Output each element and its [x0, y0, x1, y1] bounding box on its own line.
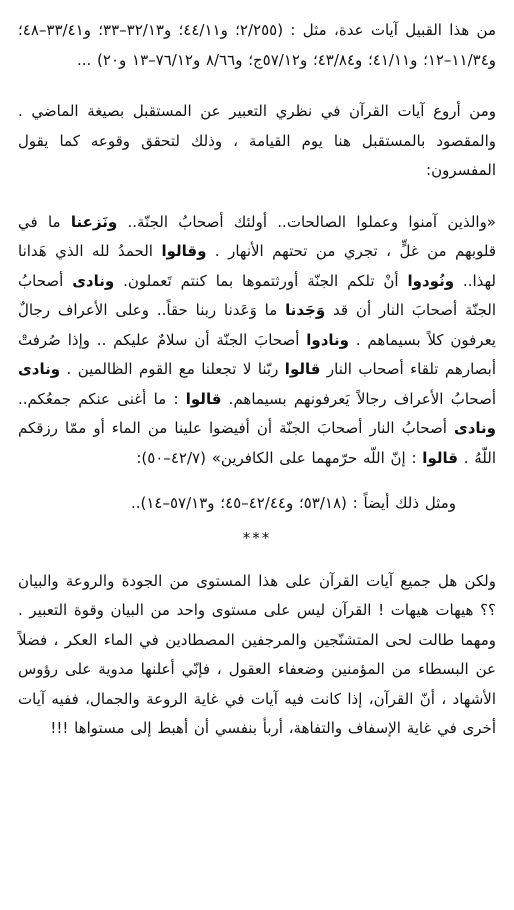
quote-bold-verb: ونادى [453, 419, 496, 437]
section-separator: *** [242, 528, 272, 547]
quote-text-segment: : ما أغنى عنكم جمعُكم.. [18, 389, 186, 408]
quote-bold-verb: وَجَدنا [285, 301, 326, 319]
quote-bold-verb: ونُودوا [407, 271, 455, 290]
quote-bold-verb: قالوا [185, 389, 222, 408]
quote-text-segment: الحمدُ لله الذي هَدانا لهذا.. [18, 242, 496, 290]
quote-text-segment: أصحابُ النار أصحابَ الجنّة أن أفيضوا علينا من الماء أو ممّا رزقكم اللّهُ . [18, 419, 496, 467]
paragraph-conclusion: ولكن هل جميع آيات القرآن على هذا المستوى من الجودة والروعة والبيان ؟؟ هيهات هيهات ! القرآن ليس على مستوى واحد من البيان وقوة التعبير . ومهما طالت لحى المتشنّجين والمرجفين المصطادين في الماء العكر ، فضلاً عن البسطاء من المؤمنين وضعفاء العقول ، فإنّي أعلنها مدوية على رؤوس الأشهاد ، أنّ القرآن، إذا كانت فيه آيات في غاية الروعة والجمال، ففيه آيات أخرى في غاية الإسفاف والتفاهة، أربأ بنفسي أن أهبط إلى مستواها !!! [18, 571, 496, 737]
quote-text-segment: : إنّ اللّه حرّمهما على الكافرين» (٤٢/٧–٥٠): [136, 448, 423, 467]
quote-bold-verb: ونادوا [306, 330, 349, 349]
quoted-verses [18, 208, 496, 474]
paragraph-future-in-past-tense: ومن أروع آيات القرآن في نظري التعبير عن المستقبل بصيغة الماضي . والمقصود بالمستقبل هنا يوم القيامة ، وذلك لتحقق وقوعه كما يقول المفسرون: [18, 102, 496, 179]
quote-text-segment: ما وَعَدنا ربنا حقاً.. وعلى الأعراف رجالٌ يعرفون كلاً بسيماهم . [18, 301, 496, 349]
quote-text-segment: أنْ تلكم الجنّة أورثتموها بما كنتم تَعملون. [114, 271, 408, 290]
quote-bold-verb: قالوا [422, 448, 458, 467]
quote-text-segment: «والذين آمنوا وعملوا الصالحات.. أولئك أصحابُ الجنّة.. [117, 212, 496, 231]
quote-text-segment: أصحابُ الجنّة أصحابَ النار أن قد [18, 271, 496, 319]
paragraph-more-references: ومثل ذلك أيضاً : (٥٣/١٨؛ و٤٢/٤٤–٤٥؛ و٥٧/١٣–١٤).. [130, 494, 456, 512]
quote-text-segment: أصحابَ الجنّة أن سلامٌ عليكم .. وإذا صُرفتْ أبصارهم تلقاء أصحاب النار [18, 330, 496, 378]
quote-bold-verb: ونَزعنا [70, 212, 118, 231]
quote-bold-verb: وقالوا [161, 242, 207, 260]
quote-text-segment: ربّنا لا تجعلنا مع القوم الظالمين . [60, 360, 285, 378]
paragraph-verse-references: من هذا القبيل آيات عدة، مثل : (٢/٢٥٥؛ و٤٤/١١؛ و٣٢/١٣–٣٣؛ و٣٣/٤١–٤٨؛ و١١/٣٤–١٢؛ و٤١/١١؛ و٤٣/٨٤؛ و٥٧/١٢ج؛ و٨/٦٦ و٧٦/١٢–١٣ و٢٠) ... [18, 21, 497, 69]
quote-text-segment: أصحابُ الأعراف رجالاً يَعرفونهم بسيماهم. [221, 389, 496, 408]
quote-bold-verb: ونادى [72, 271, 115, 290]
quote-text-segment: ما في قلوبهم من غلٍّ ، تجري من تحتهم الأنهار . [18, 212, 496, 260]
quote-bold-verb: قالوا [284, 360, 321, 378]
quote-bold-verb: ونادى [18, 360, 61, 378]
